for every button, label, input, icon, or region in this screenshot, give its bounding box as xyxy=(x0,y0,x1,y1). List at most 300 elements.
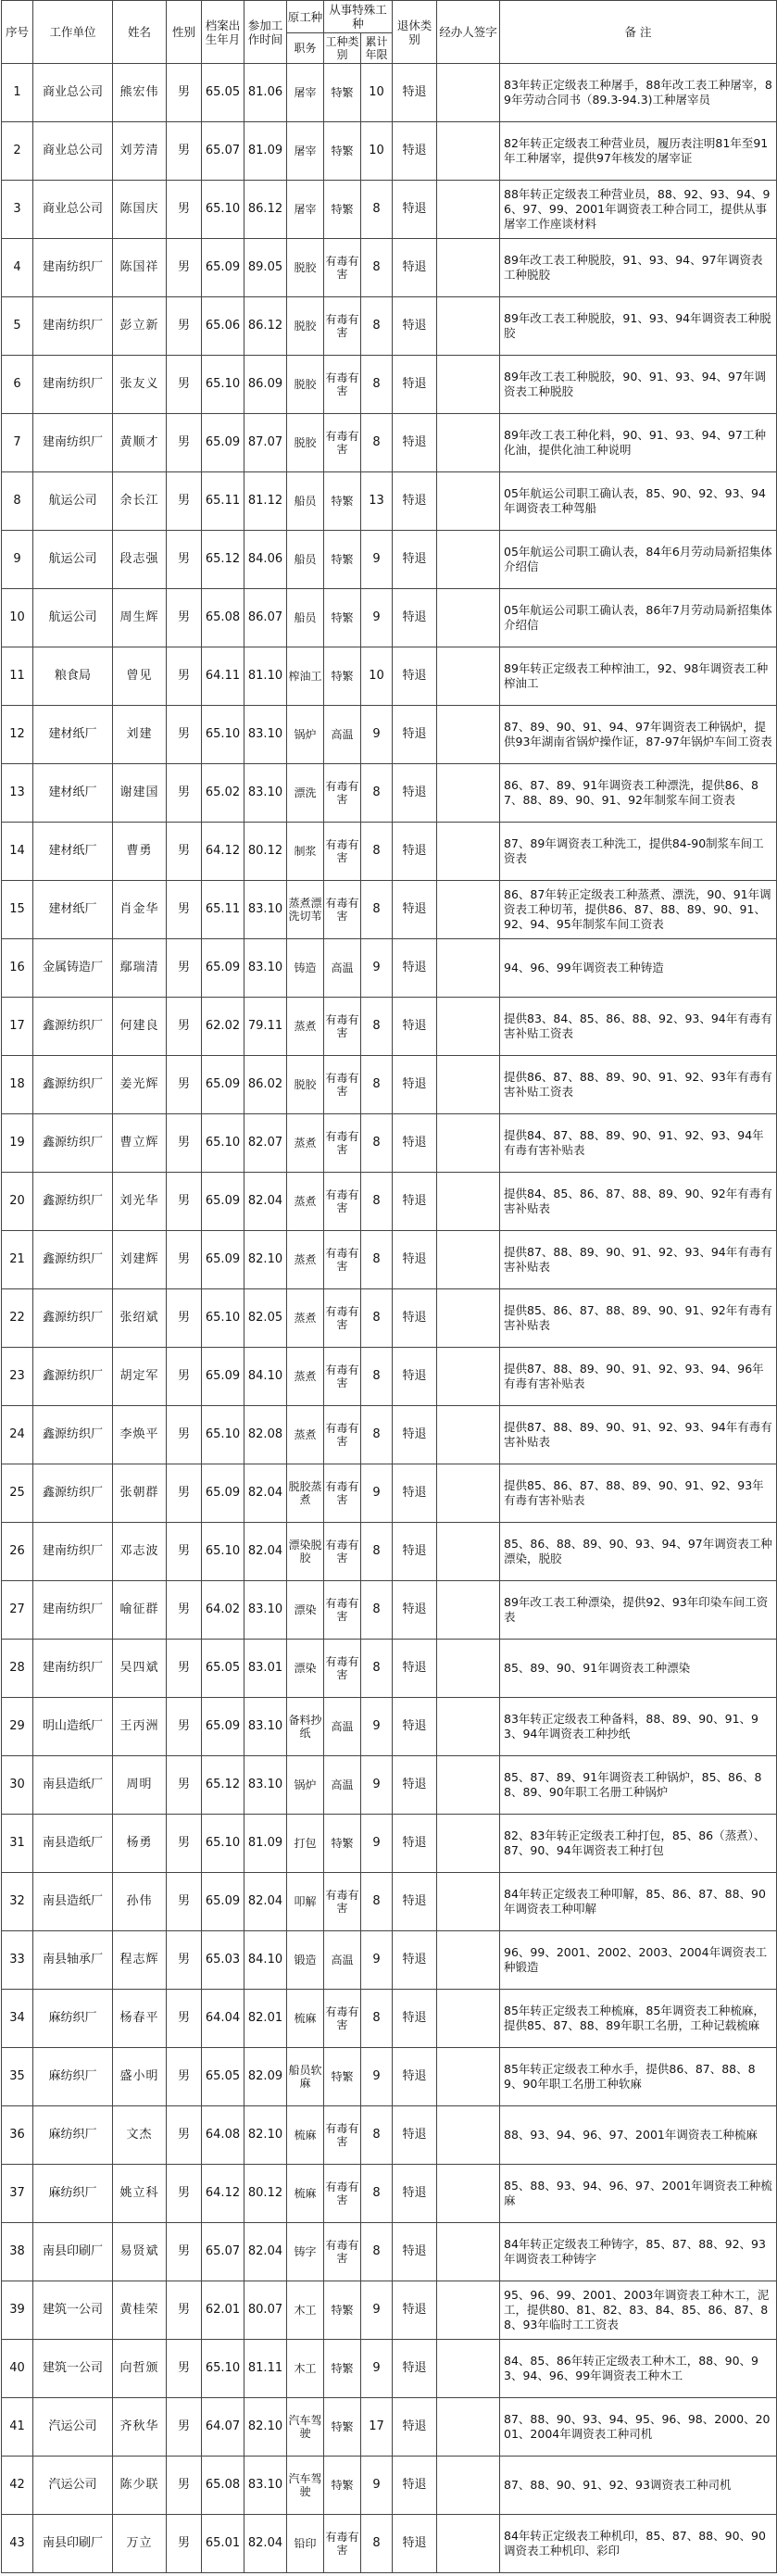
cell-name: 余长江 xyxy=(113,472,167,531)
cell-type: 有毒有害 xyxy=(324,239,361,297)
cell-gender: 男 xyxy=(167,2048,202,2106)
cell-job: 蒸煮 xyxy=(287,998,324,1056)
cell-seq: 38 xyxy=(2,2223,33,2281)
cell-gender: 男 xyxy=(167,122,202,181)
cell-gender: 男 xyxy=(167,764,202,823)
cell-type: 有毒有害 xyxy=(324,1523,361,1581)
cell-gender: 男 xyxy=(167,2106,202,2165)
cell-join: 83.10 xyxy=(244,1756,287,1815)
cell-signature xyxy=(437,531,500,589)
table-row xyxy=(2,297,777,356)
cell-note: 89年改工表工种化料，90、91、93、94、97工种化油，提供化油工种说明 xyxy=(500,414,777,472)
cell-signature xyxy=(437,1873,500,1931)
cell-unit: 汽运公司 xyxy=(33,2457,113,2515)
cell-type: 有毒有害 xyxy=(324,764,361,823)
cell-job: 木工 xyxy=(287,2340,324,2398)
table-row xyxy=(2,122,777,181)
cell-name: 陈国庆 xyxy=(113,181,167,239)
cell-unit: 麻纺织厂 xyxy=(33,2165,113,2223)
cell-unit: 建材纸厂 xyxy=(33,764,113,823)
cell-seq: 43 xyxy=(2,2515,33,2573)
cell-type: 高温 xyxy=(324,939,361,998)
cell-gender: 男 xyxy=(167,181,202,239)
table-row xyxy=(2,1114,777,1173)
cell-birth: 62.01 xyxy=(202,2281,244,2340)
cell-name: 曹勇 xyxy=(113,823,167,881)
cell-years: 8 xyxy=(361,1406,393,1464)
cell-seq: 9 xyxy=(2,531,33,589)
retiree-table xyxy=(1,0,777,2573)
cell-type: 有毒有害 xyxy=(324,2106,361,2165)
cell-gender: 男 xyxy=(167,1289,202,1348)
cell-signature xyxy=(437,1990,500,2048)
header-orig: 原工种 xyxy=(287,1,324,33)
cell-years: 9 xyxy=(361,1698,393,1756)
cell-note: 94、96、99年调资表工种铸造 xyxy=(500,939,777,998)
table-row xyxy=(2,239,777,297)
cell-birth: 64.12 xyxy=(202,2165,244,2223)
table-row xyxy=(2,1815,777,1873)
cell-retire: 特退 xyxy=(393,1931,437,1990)
cell-join: 82.04 xyxy=(244,1873,287,1931)
table-row xyxy=(2,2048,777,2106)
cell-seq: 2 xyxy=(2,122,33,181)
cell-name: 向哲颁 xyxy=(113,2340,167,2398)
cell-unit: 鑫源纺织厂 xyxy=(33,1231,113,1289)
cell-years: 9 xyxy=(361,706,393,764)
cell-signature xyxy=(437,2165,500,2223)
cell-type: 有毒有害 xyxy=(324,823,361,881)
cell-signature xyxy=(437,1523,500,1581)
cell-type: 有毒有害 xyxy=(324,1056,361,1114)
cell-join: 82.10 xyxy=(244,1231,287,1289)
table-row xyxy=(2,2457,777,2515)
cell-unit: 麻纺织厂 xyxy=(33,2106,113,2165)
cell-name: 文杰 xyxy=(113,2106,167,2165)
cell-years: 10 xyxy=(361,122,393,181)
cell-birth: 65.12 xyxy=(202,531,244,589)
cell-name: 刘光华 xyxy=(113,1173,167,1231)
cell-name: 何建良 xyxy=(113,998,167,1056)
cell-birth: 65.09 xyxy=(202,414,244,472)
cell-birth: 65.10 xyxy=(202,706,244,764)
cell-type: 特繁 xyxy=(324,2048,361,2106)
cell-years: 8 xyxy=(361,823,393,881)
cell-gender: 男 xyxy=(167,1173,202,1231)
cell-note: 83年转正定级表工种屠手，88年改工表工种屠宰，89年劳动合同书（89.3-94.3)工种屠宰员 xyxy=(500,64,777,122)
cell-note: 05年航运公司职工确认表，85、90、92、93、94年调资表工种驾船 xyxy=(500,472,777,531)
cell-retire: 特退 xyxy=(393,939,437,998)
cell-note: 87、88、90、93、94、95、96、98、2000、2001、2004年调资表工种司机 xyxy=(500,2398,777,2457)
cell-signature xyxy=(437,181,500,239)
cell-unit: 南县轴承厂 xyxy=(33,1931,113,1990)
cell-seq: 12 xyxy=(2,706,33,764)
cell-job: 铸字 xyxy=(287,2223,324,2281)
cell-note: 95、96、99、2001、2003年调资表工种木工，泥工，提供80、81、82、83、84、85、86、87、88、93年临时工工资表 xyxy=(500,2281,777,2340)
cell-signature xyxy=(437,1231,500,1289)
cell-years: 8 xyxy=(361,2165,393,2223)
table-row xyxy=(2,764,777,823)
cell-years: 8 xyxy=(361,356,393,414)
cell-years: 9 xyxy=(361,2457,393,2515)
cell-type: 特繁 xyxy=(324,1815,361,1873)
cell-note: 提供86、87、88、89、90、91、92、93年有毒有害补贴工资表 xyxy=(500,1056,777,1114)
cell-gender: 男 xyxy=(167,2223,202,2281)
cell-birth: 65.12 xyxy=(202,1756,244,1815)
cell-note: 提供84、85、86、87、88、89、90、92年有毒有害补贴表 xyxy=(500,1173,777,1231)
cell-years: 8 xyxy=(361,2106,393,2165)
cell-note: 87、88、90、91、92、93调资表工种司机 xyxy=(500,2457,777,2515)
cell-gender: 男 xyxy=(167,1931,202,1990)
cell-job: 锅炉 xyxy=(287,706,324,764)
cell-unit: 麻纺织厂 xyxy=(33,1990,113,2048)
cell-years: 8 xyxy=(361,1348,393,1406)
cell-gender: 男 xyxy=(167,2165,202,2223)
cell-retire: 特退 xyxy=(393,881,437,939)
cell-join: 86.02 xyxy=(244,1056,287,1114)
cell-note: 84、85、86年转正定级表工种木工，88、90、93、94、96、99年调资表工种木工 xyxy=(500,2340,777,2398)
cell-seq: 20 xyxy=(2,1173,33,1231)
cell-join: 84.10 xyxy=(244,1348,287,1406)
cell-seq: 16 xyxy=(2,939,33,998)
cell-join: 82.10 xyxy=(244,2398,287,2457)
cell-job: 船员软麻 xyxy=(287,2048,324,2106)
cell-unit: 麻纺织厂 xyxy=(33,2048,113,2106)
cell-retire: 特退 xyxy=(393,1406,437,1464)
cell-birth: 65.09 xyxy=(202,1173,244,1231)
cell-type: 有毒有害 xyxy=(324,1464,361,1523)
cell-job: 木工 xyxy=(287,2281,324,2340)
table-row xyxy=(2,1289,777,1348)
table-header xyxy=(2,1,777,64)
header-orig-sub: 职务 xyxy=(287,33,324,64)
cell-job: 船员 xyxy=(287,531,324,589)
cell-birth: 65.10 xyxy=(202,1289,244,1348)
cell-join: 82.07 xyxy=(244,1114,287,1173)
cell-retire: 特退 xyxy=(393,1173,437,1231)
cell-name: 姜光辉 xyxy=(113,1056,167,1114)
cell-name: 易贤斌 xyxy=(113,2223,167,2281)
cell-unit: 建南纺织厂 xyxy=(33,297,113,356)
cell-gender: 男 xyxy=(167,2340,202,2398)
cell-seq: 22 xyxy=(2,1289,33,1348)
cell-note: 89年改工表工种脱胶，90、91、93、94、97年调资表工种脱胶 xyxy=(500,356,777,414)
cell-retire: 特退 xyxy=(393,472,437,531)
cell-seq: 35 xyxy=(2,2048,33,2106)
cell-job: 脱胶 xyxy=(287,239,324,297)
cell-type: 有毒有害 xyxy=(324,2515,361,2573)
cell-signature xyxy=(437,297,500,356)
cell-job: 屠宰 xyxy=(287,64,324,122)
cell-join: 80.12 xyxy=(244,823,287,881)
cell-name: 熊宏伟 xyxy=(113,64,167,122)
table-row xyxy=(2,2223,777,2281)
cell-join: 83.10 xyxy=(244,1581,287,1640)
cell-retire: 特退 xyxy=(393,2281,437,2340)
cell-signature xyxy=(437,1581,500,1640)
cell-type: 特繁 xyxy=(324,589,361,647)
cell-job: 漂染 xyxy=(287,1640,324,1698)
cell-join: 84.10 xyxy=(244,1931,287,1990)
cell-retire: 特退 xyxy=(393,2048,437,2106)
cell-unit: 航运公司 xyxy=(33,472,113,531)
cell-years: 9 xyxy=(361,531,393,589)
cell-years: 8 xyxy=(361,764,393,823)
cell-note: 85、86、88、89、90、93、94、97年调资表工种漂染，脱胶 xyxy=(500,1523,777,1581)
cell-job: 蒸煮 xyxy=(287,1406,324,1464)
header-birth: 档案出生年月 xyxy=(202,1,244,64)
cell-job: 蒸煮 xyxy=(287,1348,324,1406)
cell-seq: 27 xyxy=(2,1581,33,1640)
cell-unit: 鑫源纺织厂 xyxy=(33,1348,113,1406)
cell-signature xyxy=(437,356,500,414)
cell-unit: 鑫源纺织厂 xyxy=(33,998,113,1056)
cell-join: 86.12 xyxy=(244,297,287,356)
cell-birth: 65.09 xyxy=(202,1464,244,1523)
cell-signature xyxy=(437,706,500,764)
cell-retire: 特退 xyxy=(393,122,437,181)
cell-years: 8 xyxy=(361,1581,393,1640)
cell-seq: 14 xyxy=(2,823,33,881)
cell-birth: 65.10 xyxy=(202,1114,244,1173)
cell-retire: 特退 xyxy=(393,706,437,764)
cell-type: 有毒有害 xyxy=(324,1114,361,1173)
table-body xyxy=(2,64,777,2573)
header-type: 工种类别 xyxy=(324,33,361,64)
cell-signature xyxy=(437,823,500,881)
cell-retire: 特退 xyxy=(393,531,437,589)
cell-gender: 男 xyxy=(167,1348,202,1406)
cell-retire: 特退 xyxy=(393,647,437,706)
table-row xyxy=(2,1698,777,1756)
cell-birth: 65.05 xyxy=(202,1640,244,1698)
cell-job: 脱胶 xyxy=(287,1056,324,1114)
cell-name: 谢建国 xyxy=(113,764,167,823)
cell-note: 86、87、89、91年调资表工种漂洗，提供86、87、88、89、90、91、92年制浆车间工资表 xyxy=(500,764,777,823)
cell-job: 叩解 xyxy=(287,1873,324,1931)
cell-birth: 65.08 xyxy=(202,2457,244,2515)
cell-seq: 29 xyxy=(2,1698,33,1756)
cell-gender: 男 xyxy=(167,647,202,706)
cell-gender: 男 xyxy=(167,1698,202,1756)
cell-name: 周明 xyxy=(113,1756,167,1815)
cell-signature xyxy=(437,2515,500,2573)
cell-unit: 建筑一公司 xyxy=(33,2281,113,2340)
cell-join: 83.01 xyxy=(244,1640,287,1698)
cell-note: 88年转正定级表工种营业员，88、92、93、94、96、97、99、2001年调资表工种合同工，提供从事屠宰工作座谈材料 xyxy=(500,181,777,239)
cell-gender: 男 xyxy=(167,64,202,122)
cell-years: 13 xyxy=(361,472,393,531)
cell-join: 89.05 xyxy=(244,239,287,297)
cell-unit: 建筑一公司 xyxy=(33,2340,113,2398)
table-row xyxy=(2,1640,777,1698)
cell-birth: 65.11 xyxy=(202,881,244,939)
cell-years: 8 xyxy=(361,414,393,472)
cell-retire: 特退 xyxy=(393,2223,437,2281)
cell-job: 脱胶 xyxy=(287,356,324,414)
cell-unit: 金属铸造厂 xyxy=(33,939,113,998)
cell-signature xyxy=(437,2281,500,2340)
table-row xyxy=(2,2340,777,2398)
cell-name: 陈国祥 xyxy=(113,239,167,297)
cell-type: 有毒有害 xyxy=(324,1640,361,1698)
cell-signature xyxy=(437,1173,500,1231)
cell-type: 有毒有害 xyxy=(324,881,361,939)
cell-join: 87.07 xyxy=(244,414,287,472)
cell-retire: 特退 xyxy=(393,1464,437,1523)
cell-gender: 男 xyxy=(167,531,202,589)
cell-gender: 男 xyxy=(167,706,202,764)
table-row xyxy=(2,823,777,881)
cell-note: 82、83年转正定级表工种打包，85、86（蒸煮）、87、90、94年调资表工种打包 xyxy=(500,1815,777,1873)
cell-note: 05年航运公司职工确认表，86年7月劳动局新招集体介绍信 xyxy=(500,589,777,647)
cell-seq: 41 xyxy=(2,2398,33,2457)
cell-type: 高温 xyxy=(324,706,361,764)
cell-unit: 建南纺织厂 xyxy=(33,1581,113,1640)
cell-name: 刘建辉 xyxy=(113,1231,167,1289)
cell-years: 8 xyxy=(361,998,393,1056)
cell-unit: 南县造纸厂 xyxy=(33,1873,113,1931)
header-special: 从事特殊工 种 xyxy=(324,1,393,33)
cell-name: 张友义 xyxy=(113,356,167,414)
cell-type: 有毒有害 xyxy=(324,1348,361,1406)
cell-unit: 鑫源纺织厂 xyxy=(33,1406,113,1464)
cell-gender: 男 xyxy=(167,1990,202,2048)
cell-gender: 男 xyxy=(167,1756,202,1815)
cell-name: 张朝群 xyxy=(113,1464,167,1523)
table-row xyxy=(2,2106,777,2165)
cell-gender: 男 xyxy=(167,1873,202,1931)
cell-unit: 航运公司 xyxy=(33,531,113,589)
cell-unit: 鑫源纺织厂 xyxy=(33,1464,113,1523)
cell-type: 特繁 xyxy=(324,472,361,531)
table-row xyxy=(2,414,777,472)
cell-name: 喻征群 xyxy=(113,1581,167,1640)
header-note: 备 注 xyxy=(500,1,777,64)
cell-job: 铸造 xyxy=(287,939,324,998)
cell-name: 陈少联 xyxy=(113,2457,167,2515)
cell-name: 盛小明 xyxy=(113,2048,167,2106)
cell-note: 85、87、89、91年调资表工种锅炉，85、86、88、89、90年职工名册工种锅炉 xyxy=(500,1756,777,1815)
cell-birth: 64.08 xyxy=(202,2106,244,2165)
cell-gender: 男 xyxy=(167,297,202,356)
cell-unit: 建材纸厂 xyxy=(33,823,113,881)
cell-gender: 男 xyxy=(167,881,202,939)
table-row xyxy=(2,1348,777,1406)
cell-note: 提供85、86、87、88、89、90、91、92年有毒有害补贴表 xyxy=(500,1289,777,1348)
cell-seq: 23 xyxy=(2,1348,33,1406)
table-row xyxy=(2,64,777,122)
cell-join: 82.04 xyxy=(244,1173,287,1231)
cell-birth: 64.04 xyxy=(202,1990,244,2048)
cell-gender: 男 xyxy=(167,939,202,998)
cell-signature xyxy=(437,881,500,939)
table-row xyxy=(2,881,777,939)
cell-unit: 商业总公司 xyxy=(33,181,113,239)
cell-type: 有毒有害 xyxy=(324,2223,361,2281)
cell-unit: 鑫源纺织厂 xyxy=(33,1114,113,1173)
cell-note: 提供84、87、88、89、90、91、92、93、94年有毒有害补贴表 xyxy=(500,1114,777,1173)
cell-job: 汽车驾驶 xyxy=(287,2457,324,2515)
cell-birth: 65.02 xyxy=(202,764,244,823)
cell-type: 特繁 xyxy=(324,647,361,706)
cell-birth: 64.11 xyxy=(202,647,244,706)
cell-retire: 特退 xyxy=(393,1348,437,1406)
cell-seq: 33 xyxy=(2,1931,33,1990)
cell-unit: 建材纸厂 xyxy=(33,881,113,939)
cell-seq: 31 xyxy=(2,1815,33,1873)
cell-job: 蒸煮漂洗切苇 xyxy=(287,881,324,939)
cell-unit: 明山造纸厂 xyxy=(33,1698,113,1756)
table-row xyxy=(2,2515,777,2573)
cell-retire: 特退 xyxy=(393,356,437,414)
cell-note: 89年改工表工种脱胶，91、93、94、97年调资表工种脱胶 xyxy=(500,239,777,297)
cell-name: 程志辉 xyxy=(113,1931,167,1990)
cell-seq: 8 xyxy=(2,472,33,531)
cell-job: 锅炉 xyxy=(287,1756,324,1815)
cell-seq: 24 xyxy=(2,1406,33,1464)
cell-years: 8 xyxy=(361,2223,393,2281)
table-row xyxy=(2,939,777,998)
cell-name: 万立 xyxy=(113,2515,167,2573)
cell-note: 89年改工表工种脱胶，91、93、94年调资表工种脱胶 xyxy=(500,297,777,356)
cell-join: 82.08 xyxy=(244,1406,287,1464)
cell-years: 8 xyxy=(361,1056,393,1114)
table-row xyxy=(2,1756,777,1815)
cell-signature xyxy=(437,764,500,823)
cell-retire: 特退 xyxy=(393,589,437,647)
cell-birth: 65.09 xyxy=(202,239,244,297)
cell-type: 有毒有害 xyxy=(324,1289,361,1348)
cell-birth: 65.11 xyxy=(202,472,244,531)
cell-job: 汽车驾驶 xyxy=(287,2398,324,2457)
cell-type: 有毒有害 xyxy=(324,1873,361,1931)
cell-signature xyxy=(437,2398,500,2457)
cell-signature xyxy=(437,239,500,297)
cell-birth: 65.05 xyxy=(202,2048,244,2106)
cell-signature xyxy=(437,1815,500,1873)
cell-join: 86.07 xyxy=(244,589,287,647)
cell-note: 82年转正定级表工种营业员，履历表注明81年至91年工种屠宰，提供97年核发的屠宰证 xyxy=(500,122,777,181)
cell-job: 榨油工 xyxy=(287,647,324,706)
table-row xyxy=(2,647,777,706)
cell-note: 提供85、86、87、88、89、90、91、92、93年有毒有害补贴表 xyxy=(500,1464,777,1523)
cell-join: 82.04 xyxy=(244,1464,287,1523)
cell-years: 8 xyxy=(361,1173,393,1231)
cell-signature xyxy=(437,2048,500,2106)
cell-job: 制浆 xyxy=(287,823,324,881)
cell-retire: 特退 xyxy=(393,823,437,881)
cell-years: 9 xyxy=(361,2340,393,2398)
cell-name: 吴四斌 xyxy=(113,1640,167,1698)
cell-birth: 65.10 xyxy=(202,181,244,239)
table-row xyxy=(2,1231,777,1289)
cell-retire: 特退 xyxy=(393,239,437,297)
cell-job: 梳麻 xyxy=(287,2106,324,2165)
cell-name: 刘芳清 xyxy=(113,122,167,181)
cell-years: 9 xyxy=(361,939,393,998)
cell-retire: 特退 xyxy=(393,2165,437,2223)
cell-years: 8 xyxy=(361,239,393,297)
cell-retire: 特退 xyxy=(393,1523,437,1581)
cell-years: 10 xyxy=(361,64,393,122)
table-row xyxy=(2,1581,777,1640)
cell-seq: 3 xyxy=(2,181,33,239)
cell-job: 梳麻 xyxy=(287,1990,324,2048)
cell-job: 梳麻 xyxy=(287,2165,324,2223)
cell-retire: 特退 xyxy=(393,181,437,239)
cell-retire: 特退 xyxy=(393,2106,437,2165)
